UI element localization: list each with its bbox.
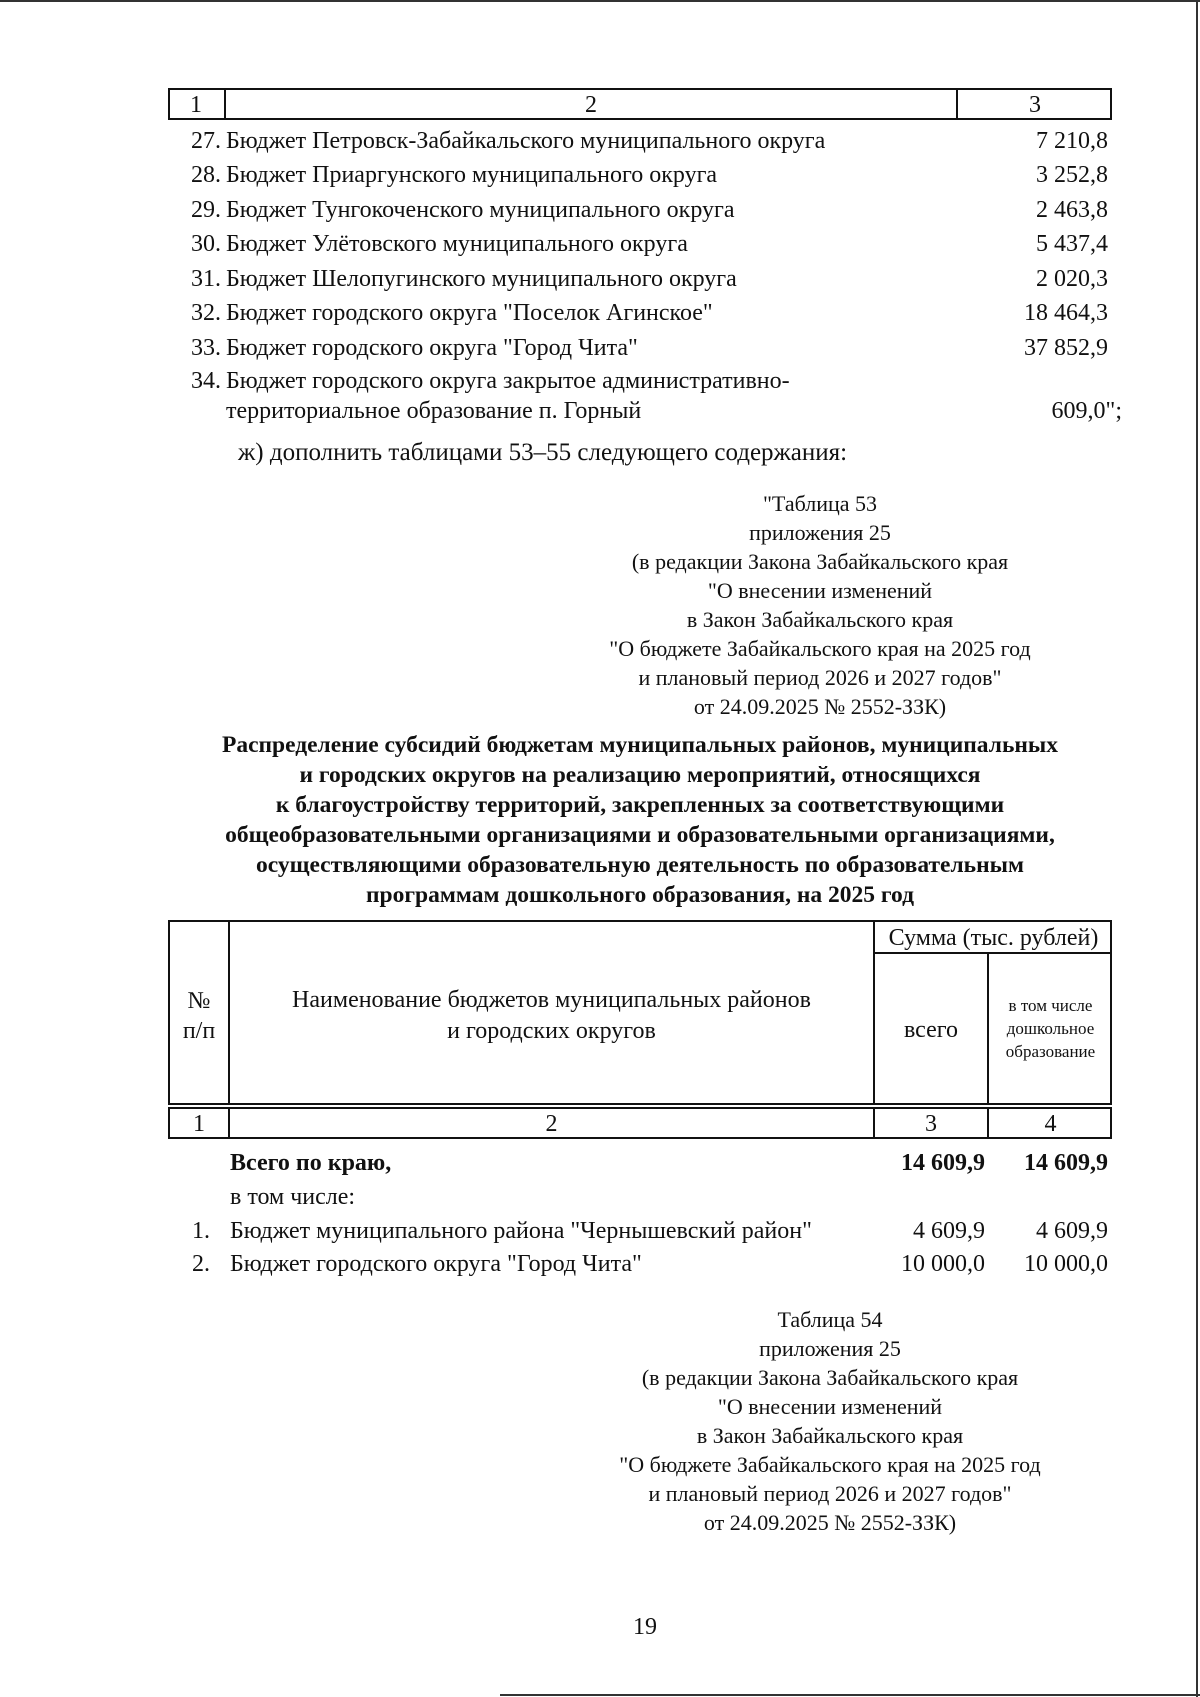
table53-col-num-header: № п/п xyxy=(182,988,216,1044)
table53-col-total-header: всего xyxy=(903,1017,959,1043)
table54-caption: Таблица 54 приложения 25 (в редакции Закона Забайкальского края "О внесении изменений в Закон Забайкальского края "О бюджете Забайкальского края на 2025 год и плановый период 2026 и 2027 годов" от 24.09.2025 № 2552-ЗЗК) xyxy=(619,1307,1041,1535)
top-table-header-col1: 1 xyxy=(190,92,202,118)
total-label: Всего по краю, xyxy=(230,1150,392,1176)
table53-col-preschool-header: в том числе дошкольное образование xyxy=(1005,996,1096,1061)
scan-edge-right xyxy=(1196,0,1198,1697)
top-table-header-col3: 3 xyxy=(1029,92,1041,118)
table53-caption: "Таблица 53 приложения 25 (в редакции Закона Забайкальского края "О внесении изменений в Закон Забайкальского края "О бюджете Забайкальского края на 2025 год и плановый период 2026 и 2027 годов" от 24.09.2025 № 2552-ЗЗК) xyxy=(609,491,1031,719)
page-number: 19 xyxy=(633,1614,657,1640)
scan-edge-top xyxy=(0,0,1200,2)
document-title: Распределение субсидий бюджетам муниципальных районов, муниципальных и городских округов на реализацию мероприятий, относящихся к благоустройству территорий, закрепленных за соответствующими общеобразовательными организациями и образовательными организациями, осуществляющими образовательную деятельность по образовательным программам дошкольного образования, на 2025 год xyxy=(221,732,1059,908)
scan-edge-bottom xyxy=(500,1694,1200,1696)
amendment-text: ж) дополнить таблицами 53–55 следующего содержания: xyxy=(238,439,848,466)
table53-col-name-header: Наименование бюджетов муниципальных районов и городских округов xyxy=(292,987,811,1044)
including-label: в том числе: xyxy=(230,1184,356,1210)
table53-sum-header: Сумма (тыс. рублей) xyxy=(888,925,1099,951)
top-table-header-col2: 2 xyxy=(585,92,597,118)
